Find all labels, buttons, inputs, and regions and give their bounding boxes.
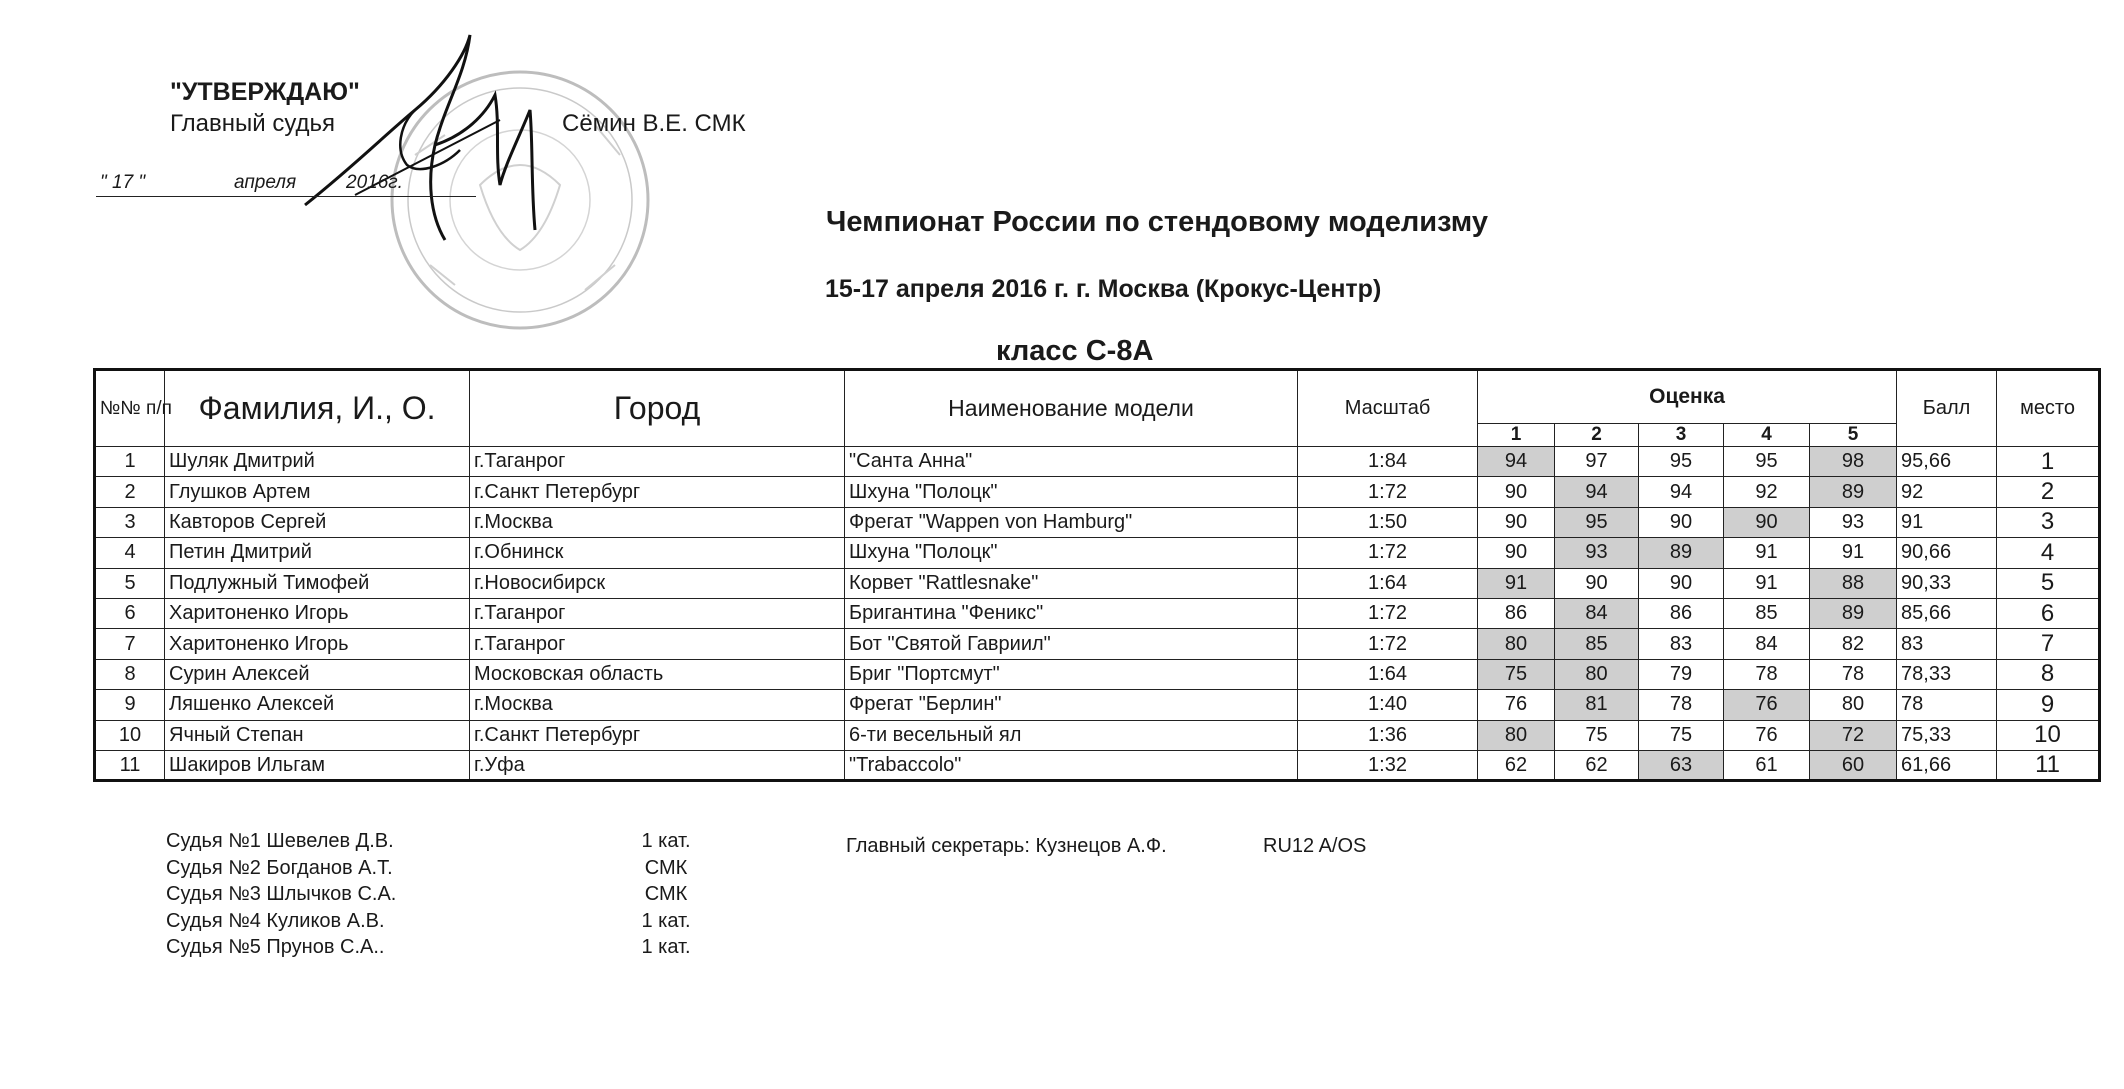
row-score-1: 90: [1478, 477, 1555, 507]
header-ball: Балл: [1897, 370, 1997, 447]
approval-month: апреля: [234, 172, 297, 193]
row-ball: 90,33: [1897, 568, 1997, 598]
row-num: 3: [95, 507, 165, 537]
header-judge-4: 4: [1724, 424, 1810, 447]
row-score-3: 83: [1639, 629, 1724, 659]
signature: [295, 15, 555, 275]
row-scale: 1:64: [1298, 568, 1478, 598]
approval-title: "УТВЕРЖДАЮ": [170, 78, 360, 106]
row-score-1: 80: [1478, 720, 1555, 750]
row-score-5: 82: [1810, 629, 1897, 659]
row-ball: 83: [1897, 629, 1997, 659]
judge-category: 1 кат.: [641, 830, 691, 852]
row-ball: 85,66: [1897, 598, 1997, 628]
row-score-2: 62: [1555, 750, 1639, 780]
document-code: RU12 A/OS: [1263, 835, 1367, 857]
row-score-3: 78: [1639, 690, 1724, 720]
judge-category: СМК: [644, 856, 688, 879]
results-table: [93, 368, 2101, 782]
row-score-3: 95: [1639, 447, 1724, 477]
row-place: 3: [1997, 507, 2100, 537]
row-place: 1: [1997, 447, 2100, 477]
row-score-2: 90: [1555, 568, 1639, 598]
class-heading: класс С-8А: [996, 335, 1154, 367]
row-place: 6: [1997, 598, 2100, 628]
row-name: Петин Дмитрий: [165, 538, 470, 568]
header-num: №№ п/п: [95, 370, 165, 447]
row-num: 10: [95, 720, 165, 750]
row-city: Московская область: [470, 659, 845, 689]
row-score-2: 93: [1555, 538, 1639, 568]
row-name: Ляшенко Алексей: [165, 690, 470, 720]
row-city: г.Таганрог: [470, 447, 845, 477]
approval-year: 2016г.: [346, 172, 403, 193]
judge-name: Судья №5 Прунов С.А..: [166, 936, 385, 958]
row-score-4: 90: [1724, 507, 1810, 537]
row-model: Корвет "Rattlesnake": [845, 568, 1298, 598]
row-place: 10: [1997, 720, 2100, 750]
row-ball: 78,33: [1897, 659, 1997, 689]
row-model: Бриг "Портсмут": [845, 659, 1298, 689]
row-score-1: 80: [1478, 629, 1555, 659]
row-name: Подлужный Тимофей: [165, 568, 470, 598]
header-judge-3: 3: [1639, 424, 1724, 447]
chief-secretary: Главный секретарь: Кузнецов А.Ф.: [846, 835, 1167, 857]
row-name: Харитоненко Игорь: [165, 598, 470, 628]
row-score-1: 90: [1478, 507, 1555, 537]
row-score-5: 60: [1810, 750, 1897, 780]
row-model: Шхуна "Полоцк": [845, 538, 1298, 568]
row-score-4: 84: [1724, 629, 1810, 659]
row-score-3: 94: [1639, 477, 1724, 507]
approval-role: Главный судья: [170, 110, 336, 137]
table-row: [95, 598, 2100, 628]
row-score-2: 94: [1555, 477, 1639, 507]
header-judge-5: 5: [1810, 424, 1897, 447]
row-score-5: 72: [1810, 720, 1897, 750]
row-score-5: 98: [1810, 447, 1897, 477]
row-model: Фрегат "Берлин": [845, 690, 1298, 720]
row-ball: 91: [1897, 507, 1997, 537]
row-model: Шхуна "Полоцк": [845, 477, 1298, 507]
row-name: Шакиров Ильгам: [165, 750, 470, 780]
row-city: г.Москва: [470, 690, 845, 720]
table-row: [95, 477, 2100, 507]
row-name: Шуляк Дмитрий: [165, 447, 470, 477]
row-score-5: 88: [1810, 568, 1897, 598]
row-name: Ячный Степан: [165, 720, 470, 750]
header-city: Город: [470, 370, 845, 447]
judge-category: СМК: [644, 883, 688, 905]
row-num: 1: [95, 447, 165, 477]
row-num: 9: [95, 690, 165, 720]
row-score-5: 89: [1810, 598, 1897, 628]
row-city: г.Обнинск: [470, 538, 845, 568]
table-row: [95, 447, 2100, 477]
row-score-3: 63: [1639, 750, 1724, 780]
row-score-3: 75: [1639, 720, 1724, 750]
row-score-4: 76: [1724, 720, 1810, 750]
row-score-4: 91: [1724, 568, 1810, 598]
event-subtitle: 15-17 апреля 2016 г. г. Москва (Крокус-Центр): [825, 275, 1382, 303]
document-title: Чемпионат России по стендовому моделизму: [826, 206, 1488, 238]
row-score-4: 91: [1724, 538, 1810, 568]
row-score-3: 79: [1639, 659, 1724, 689]
row-place: 9: [1997, 690, 2100, 720]
header-judge-2: 2: [1555, 424, 1639, 447]
table-row: [95, 538, 2100, 568]
row-place: 4: [1997, 538, 2100, 568]
row-scale: 1:72: [1298, 538, 1478, 568]
row-city: г.Таганрог: [470, 598, 845, 628]
header-scale: Масштаб: [1298, 370, 1478, 447]
row-score-2: 95: [1555, 507, 1639, 537]
row-score-1: 91: [1478, 568, 1555, 598]
row-name: Кавторов Сергей: [165, 507, 470, 537]
row-score-2: 85: [1555, 629, 1639, 659]
judge-name: Судья №4 Куликов А.В.: [166, 909, 385, 932]
row-city: г.Таганрог: [470, 629, 845, 659]
row-place: 11: [1997, 750, 2100, 780]
row-score-1: 90: [1478, 538, 1555, 568]
header-score: Оценка: [1478, 370, 1897, 424]
row-num: 11: [95, 750, 165, 780]
row-name: Глушков Артем: [165, 477, 470, 507]
row-score-5: 78: [1810, 659, 1897, 689]
row-score-4: 85: [1724, 598, 1810, 628]
table-row: [95, 507, 2100, 537]
row-ball: 92: [1897, 477, 1997, 507]
table-row: [95, 690, 2100, 720]
row-score-1: 62: [1478, 750, 1555, 780]
row-city: г.Уфа: [470, 750, 845, 780]
table-row: [95, 750, 2100, 780]
row-scale: 1:40: [1298, 690, 1478, 720]
row-score-5: 80: [1810, 690, 1897, 720]
judge-category: 1 кат.: [641, 909, 691, 932]
row-num: 2: [95, 477, 165, 507]
table-row: [95, 720, 2100, 750]
row-score-5: 91: [1810, 538, 1897, 568]
row-place: 7: [1997, 629, 2100, 659]
row-num: 6: [95, 598, 165, 628]
judge-name: Судья №3 Шлычков С.А.: [166, 883, 397, 905]
row-score-2: 75: [1555, 720, 1639, 750]
row-name: Харитоненко Игорь: [165, 629, 470, 659]
row-place: 8: [1997, 659, 2100, 689]
row-score-4: 92: [1724, 477, 1810, 507]
row-city: г.Санкт Петербург: [470, 720, 845, 750]
row-scale: 1:64: [1298, 659, 1478, 689]
judge-category: 1 кат.: [641, 936, 691, 958]
results-body: [95, 447, 2100, 781]
row-scale: 1:84: [1298, 447, 1478, 477]
row-name: Сурин Алексей: [165, 659, 470, 689]
row-score-3: 86: [1639, 598, 1724, 628]
row-num: 5: [95, 568, 165, 598]
row-scale: 1:72: [1298, 629, 1478, 659]
row-city: г.Москва: [470, 507, 845, 537]
row-scale: 1:36: [1298, 720, 1478, 750]
judge-name: Судья №1 Шевелев Д.В.: [166, 830, 394, 852]
row-ball: 78: [1897, 690, 1997, 720]
table-row: [95, 568, 2100, 598]
row-model: "Санта Анна": [845, 447, 1298, 477]
row-model: "Trabaccolo": [845, 750, 1298, 780]
row-ball: 90,66: [1897, 538, 1997, 568]
row-scale: 1:72: [1298, 598, 1478, 628]
row-ball: 61,66: [1897, 750, 1997, 780]
row-scale: 1:32: [1298, 750, 1478, 780]
judge-name: Судья №2 Богданов А.Т.: [166, 856, 393, 879]
row-score-1: 86: [1478, 598, 1555, 628]
row-score-4: 95: [1724, 447, 1810, 477]
row-city: г.Санкт Петербург: [470, 477, 845, 507]
approval-day: " 17 ": [100, 172, 146, 193]
row-place: 5: [1997, 568, 2100, 598]
row-score-2: 80: [1555, 659, 1639, 689]
row-score-2: 81: [1555, 690, 1639, 720]
table-row: [95, 659, 2100, 689]
row-place: 2: [1997, 477, 2100, 507]
header-place: место: [1997, 370, 2100, 447]
row-score-3: 90: [1639, 507, 1724, 537]
row-model: Фрегат "Wappen von Hamburg": [845, 507, 1298, 537]
approval-date: [96, 172, 476, 197]
row-model: Бригантина "Феникс": [845, 598, 1298, 628]
row-scale: 1:50: [1298, 507, 1478, 537]
header-judge-1: 1: [1478, 424, 1555, 447]
row-scale: 1:72: [1298, 477, 1478, 507]
row-score-1: 75: [1478, 659, 1555, 689]
row-model: 6-ти весельный ял: [845, 720, 1298, 750]
header-name: Фамилия, И., О.: [165, 370, 470, 447]
row-num: 7: [95, 629, 165, 659]
table-row: [95, 629, 2100, 659]
row-score-5: 93: [1810, 507, 1897, 537]
row-score-1: 94: [1478, 447, 1555, 477]
row-score-2: 84: [1555, 598, 1639, 628]
approval-name: Сёмин В.Е. СМК: [562, 110, 746, 137]
row-num: 8: [95, 659, 165, 689]
row-score-5: 89: [1810, 477, 1897, 507]
row-score-3: 90: [1639, 568, 1724, 598]
row-ball: 75,33: [1897, 720, 1997, 750]
row-city: г.Новосибирск: [470, 568, 845, 598]
row-score-4: 78: [1724, 659, 1810, 689]
row-score-3: 89: [1639, 538, 1724, 568]
row-score-1: 76: [1478, 690, 1555, 720]
header-model: Наименование модели: [845, 370, 1298, 447]
row-num: 4: [95, 538, 165, 568]
row-score-4: 61: [1724, 750, 1810, 780]
row-score-2: 97: [1555, 447, 1639, 477]
row-model: Бот "Святой Гавриил": [845, 629, 1298, 659]
row-score-4: 76: [1724, 690, 1810, 720]
row-ball: 95,66: [1897, 447, 1997, 477]
